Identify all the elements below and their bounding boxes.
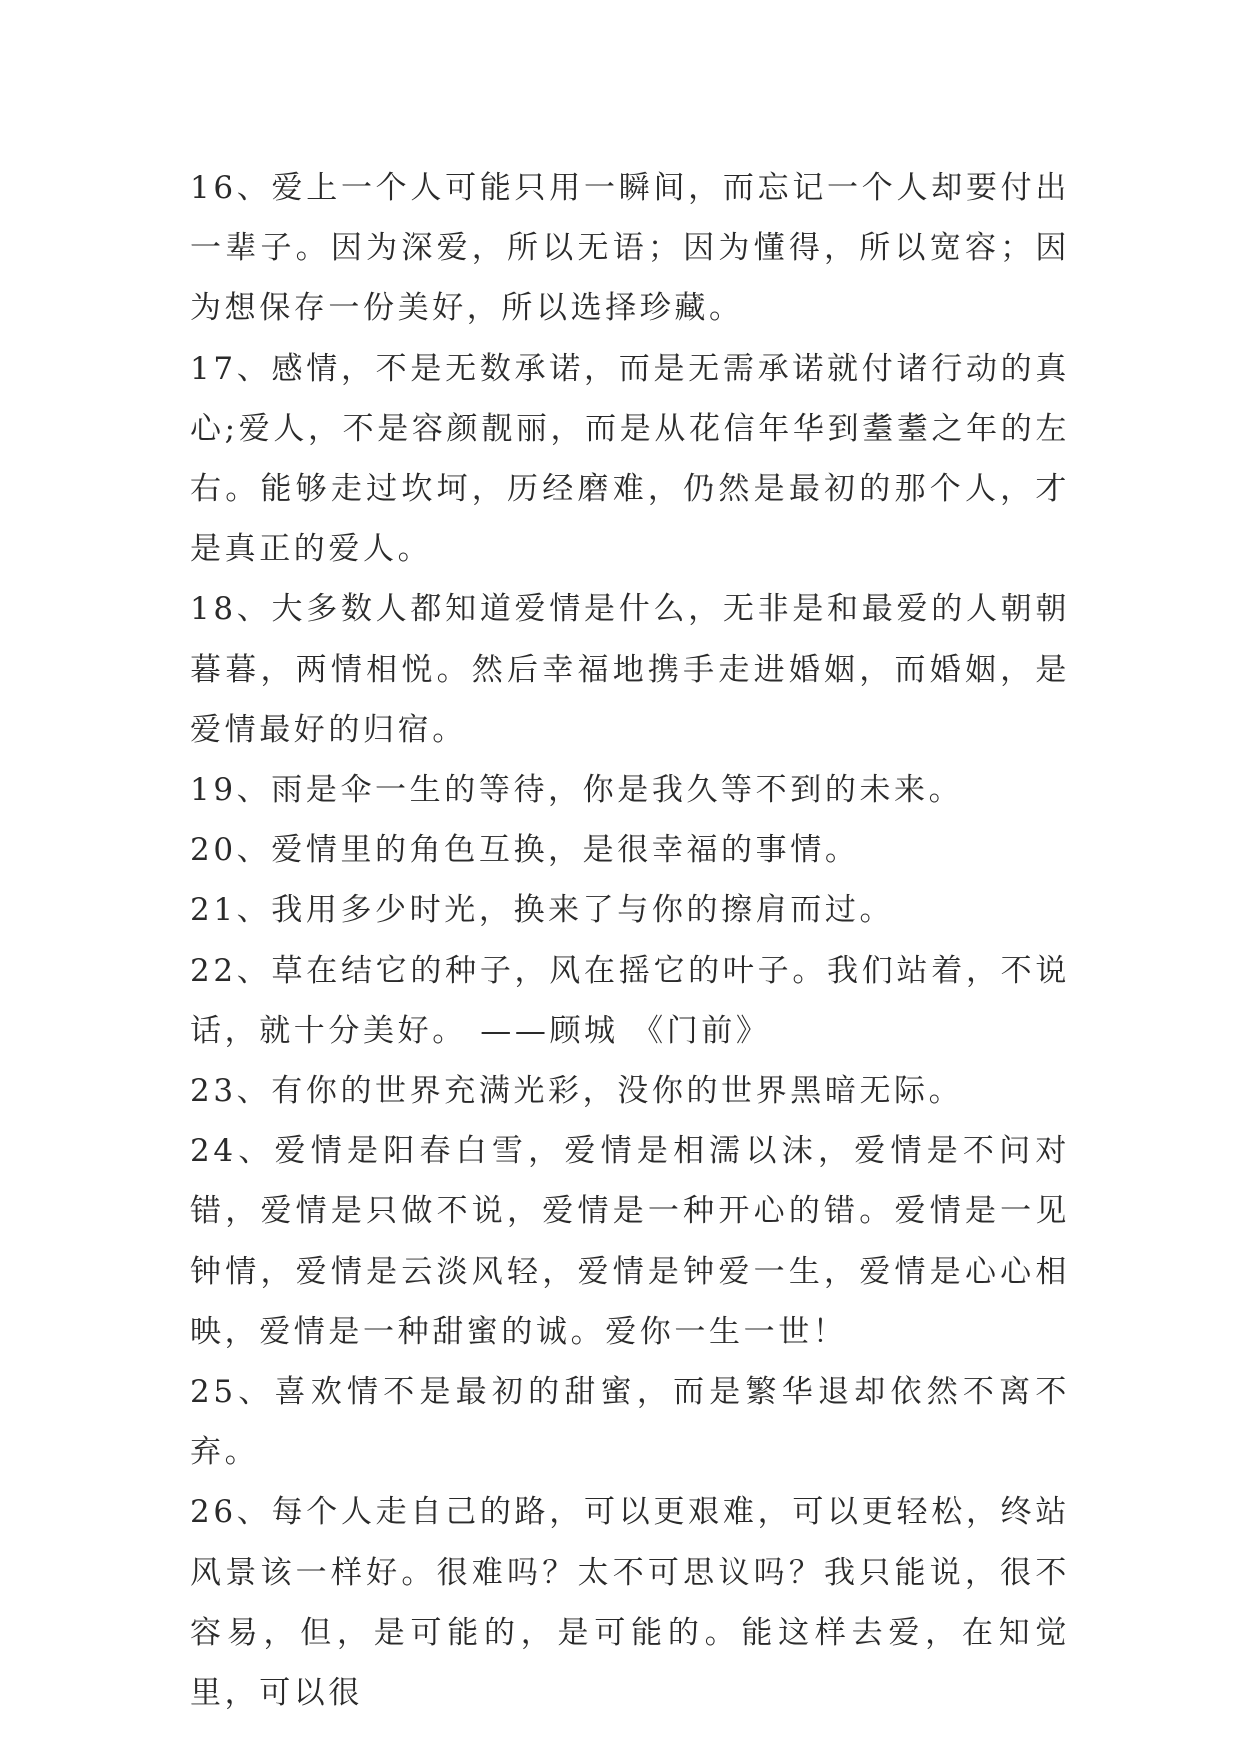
document-body [190,158,1070,1723]
paragraph-26: 26、每个人走自己的路，可以更艰难，可以更轻松，终站风景该一样好。很难吗？太不可思议吗？我只能说，很不容易，但，是可能的，是可能的。能这样去爱，在知觉里，可以很 [190,1494,1070,1712]
paragraph-17: 17、感情，不是无数承诺，而是无需承诺就付诸行动的真心;爱人，不是容颜靓丽，而是从花信年华到耋耋之年的左右。能够走过坎坷，历经磨难，仍然是最初的那个人，才是真正的爱人。 [190,350,1070,568]
paragraph-20: 20、爱情里的角色互换，是很幸福的事情。 [190,832,860,869]
paragraph-22: 22、草在结它的种子，风在摇它的叶子。我们站着，不说话，就十分美好。 ——顾城 《门前》 [190,952,1070,1049]
paragraph-21: 21、我用多少时光，换来了与你的擦肩而过。 [190,892,895,929]
paragraph-19: 19、雨是伞一生的等待，你是我久等不到的未来。 [190,772,964,809]
paragraph-24: 24、爱情是阳春白雪，爱情是相濡以沫，爱情是不问对错，爱情是只做不说，爱情是一种开心的错。爱情是一见钟情，爱情是云淡风轻，爱情是钟爱一生，爱情是心心相映，爱情是一种甜蜜的诚。爱你一生一世！ [190,1133,1070,1350]
paragraph-25: 25、喜欢情不是最初的甜蜜，而是繁华退却依然不离不弃。 [190,1374,1070,1471]
paragraph-18: 18、大多数人都知道爱情是什么，无非是和最爱的人朝朝暮暮，两情相悦。然后幸福地携手走进婚姻，而婚姻，是爱情最好的归宿。 [190,591,1070,748]
paragraph-16: 16、爱上一个人可能只用一瞬间，而忘记一个人却要付出一辈子。因为深爱，所以无语；因为懂得，所以宽容；因为想保存一份美好，所以选择珍藏。 [190,170,1070,327]
paragraph-23: 23、有你的世界充满光彩，没你的世界黑暗无际。 [190,1073,964,1110]
